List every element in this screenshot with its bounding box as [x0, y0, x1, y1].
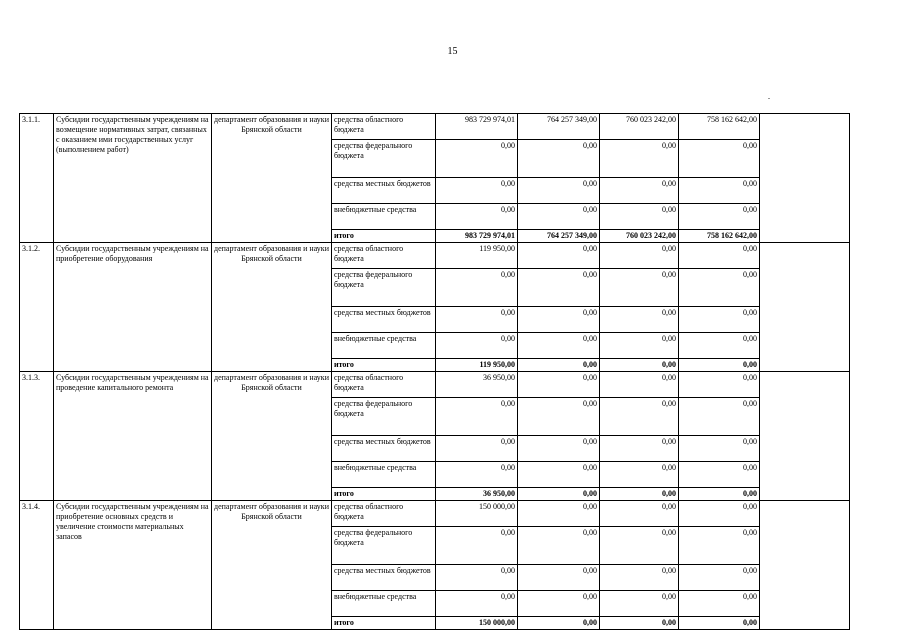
- funding-source: средства местных бюджетов: [332, 178, 436, 204]
- amount-v3: 0,00: [600, 565, 679, 591]
- amount-v1: 0,00: [436, 436, 518, 462]
- amount-v3: 0,00: [600, 178, 679, 204]
- funding-source: средства областного бюджета: [332, 372, 436, 398]
- amount-v1: 36 950,00: [436, 372, 518, 398]
- amount-v2: 0,00: [518, 591, 600, 617]
- amount-v3: 0,00: [600, 359, 679, 372]
- item-name: Субсидии государственным учреждениям на приобретение основных средств и увеличение стоимости материальных запасов: [54, 501, 212, 630]
- item-code: 3.1.1.: [20, 114, 54, 243]
- funding-source: внебюджетные средства: [332, 333, 436, 359]
- amount-v2: 0,00: [518, 565, 600, 591]
- amount-v1: 0,00: [436, 204, 518, 230]
- amount-v4: 0,00: [679, 527, 760, 565]
- amount-v3: 0,00: [600, 591, 679, 617]
- amount-v3: 760 023 242,00: [600, 114, 679, 140]
- amount-v2: 0,00: [518, 617, 600, 630]
- amount-v3: 760 023 242,00: [600, 230, 679, 243]
- amount-v4: 0,00: [679, 140, 760, 178]
- funding-source: итого: [332, 488, 436, 501]
- table-body: [20, 114, 850, 630]
- funding-source: средства местных бюджетов: [332, 565, 436, 591]
- amount-v2: 0,00: [518, 527, 600, 565]
- amount-v1: 119 950,00: [436, 359, 518, 372]
- amount-v3: 0,00: [600, 436, 679, 462]
- item-code: 3.1.2.: [20, 243, 54, 372]
- amount-v4: 758 162 642,00: [679, 230, 760, 243]
- amount-v3: 0,00: [600, 488, 679, 501]
- amount-v3: 0,00: [600, 398, 679, 436]
- amount-v1: 983 729 974,01: [436, 114, 518, 140]
- funding-source: внебюджетные средства: [332, 591, 436, 617]
- amount-v2: 0,00: [518, 269, 600, 307]
- amount-v4: 0,00: [679, 565, 760, 591]
- amount-v4: 0,00: [679, 178, 760, 204]
- item-executor: департамент образования и науки Брянской области: [212, 372, 332, 501]
- amount-v2: 0,00: [518, 436, 600, 462]
- amount-v1: 0,00: [436, 462, 518, 488]
- amount-v3: 0,00: [600, 307, 679, 333]
- item-name: Субсидии государственным учреждениям на проведение капитального ремонта: [54, 372, 212, 501]
- empty-column-cell: [760, 501, 850, 630]
- amount-v2: 0,00: [518, 178, 600, 204]
- amount-v3: 0,00: [600, 333, 679, 359]
- amount-v2: 0,00: [518, 333, 600, 359]
- item-executor: департамент образования и науки Брянской области: [212, 501, 332, 630]
- amount-v3: 0,00: [600, 243, 679, 269]
- page-number: 15: [447, 46, 458, 57]
- amount-v2: 0,00: [518, 243, 600, 269]
- amount-v1: 150 000,00: [436, 501, 518, 527]
- amount-v4: 758 162 642,00: [679, 114, 760, 140]
- amount-v3: 0,00: [600, 204, 679, 230]
- funding-source: внебюджетные средства: [332, 204, 436, 230]
- amount-v1: 119 950,00: [436, 243, 518, 269]
- amount-v4: 0,00: [679, 269, 760, 307]
- amount-v1: 0,00: [436, 178, 518, 204]
- amount-v3: 0,00: [600, 462, 679, 488]
- item-name: Субсидии государственным учреждениям на приобретение оборудования: [54, 243, 212, 372]
- amount-v3: 0,00: [600, 501, 679, 527]
- amount-v1: 983 729 974,01: [436, 230, 518, 243]
- empty-column-cell: [760, 114, 850, 243]
- empty-column-cell: [760, 243, 850, 372]
- amount-v4: 0,00: [679, 591, 760, 617]
- amount-v3: 0,00: [600, 372, 679, 398]
- empty-column-cell: [760, 372, 850, 501]
- funding-row: [20, 372, 850, 398]
- amount-v1: 0,00: [436, 398, 518, 436]
- funding-source: средства областного бюджета: [332, 114, 436, 140]
- amount-v4: 0,00: [679, 359, 760, 372]
- funding-row: [20, 243, 850, 269]
- amount-v2: 0,00: [518, 398, 600, 436]
- amount-v4: 0,00: [679, 436, 760, 462]
- amount-v1: 0,00: [436, 307, 518, 333]
- funding-source: итого: [332, 617, 436, 630]
- amount-v1: 0,00: [436, 591, 518, 617]
- amount-v1: 36 950,00: [436, 488, 518, 501]
- scan-speck: [768, 98, 770, 99]
- funding-source: итого: [332, 230, 436, 243]
- funding-source: средства федерального бюджета: [332, 140, 436, 178]
- item-executor: департамент образования и науки Брянской области: [212, 243, 332, 372]
- amount-v4: 0,00: [679, 307, 760, 333]
- funding-source: средства местных бюджетов: [332, 307, 436, 333]
- amount-v3: 0,00: [600, 617, 679, 630]
- funding-source: итого: [332, 359, 436, 372]
- amount-v1: 0,00: [436, 565, 518, 591]
- funding-row: [20, 501, 850, 527]
- amount-v2: 764 257 349,00: [518, 230, 600, 243]
- amount-v1: 0,00: [436, 333, 518, 359]
- funding-source: средства областного бюджета: [332, 243, 436, 269]
- amount-v4: 0,00: [679, 501, 760, 527]
- budget-table: [19, 113, 850, 630]
- item-code: 3.1.4.: [20, 501, 54, 630]
- funding-source: средства местных бюджетов: [332, 436, 436, 462]
- amount-v4: 0,00: [679, 204, 760, 230]
- funding-source: средства федерального бюджета: [332, 398, 436, 436]
- funding-source: внебюджетные средства: [332, 462, 436, 488]
- amount-v4: 0,00: [679, 398, 760, 436]
- item-executor: департамент образования и науки Брянской области: [212, 114, 332, 243]
- amount-v4: 0,00: [679, 243, 760, 269]
- amount-v2: 0,00: [518, 307, 600, 333]
- amount-v4: 0,00: [679, 488, 760, 501]
- amount-v2: 764 257 349,00: [518, 114, 600, 140]
- amount-v2: 0,00: [518, 140, 600, 178]
- item-code: 3.1.3.: [20, 372, 54, 501]
- funding-source: средства областного бюджета: [332, 501, 436, 527]
- amount-v2: 0,00: [518, 359, 600, 372]
- amount-v1: 0,00: [436, 269, 518, 307]
- amount-v2: 0,00: [518, 462, 600, 488]
- funding-source: средства федерального бюджета: [332, 527, 436, 565]
- amount-v3: 0,00: [600, 140, 679, 178]
- amount-v4: 0,00: [679, 462, 760, 488]
- amount-v4: 0,00: [679, 333, 760, 359]
- amount-v2: 0,00: [518, 204, 600, 230]
- amount-v2: 0,00: [518, 501, 600, 527]
- amount-v4: 0,00: [679, 617, 760, 630]
- amount-v3: 0,00: [600, 527, 679, 565]
- funding-source: средства федерального бюджета: [332, 269, 436, 307]
- amount-v1: 0,00: [436, 140, 518, 178]
- amount-v1: 0,00: [436, 527, 518, 565]
- amount-v2: 0,00: [518, 372, 600, 398]
- funding-row: [20, 114, 850, 140]
- item-name: Субсидии государственным учреждениям на возмещение нормативных затрат, связанных с оказанием ими государственных услуг (выполнением работ): [54, 114, 212, 243]
- amount-v2: 0,00: [518, 488, 600, 501]
- amount-v4: 0,00: [679, 372, 760, 398]
- amount-v3: 0,00: [600, 269, 679, 307]
- amount-v1: 150 000,00: [436, 617, 518, 630]
